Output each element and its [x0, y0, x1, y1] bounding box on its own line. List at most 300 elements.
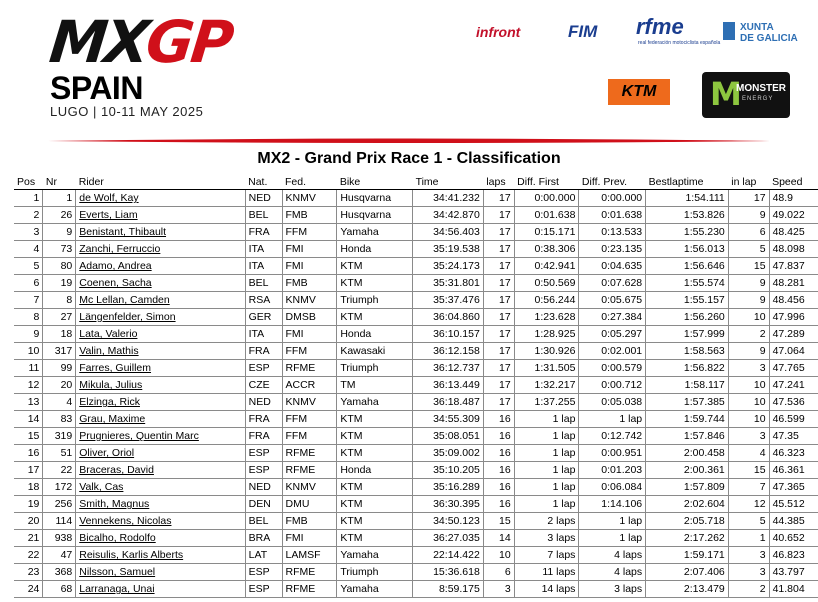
pos-cell: 17	[14, 462, 43, 479]
table-row	[14, 530, 818, 547]
rider-cell[interactable]: Valk, Cas	[76, 479, 245, 496]
in-lap-cell: 3	[728, 564, 769, 581]
diff-prev-cell: 0:00.712	[579, 377, 646, 394]
time-cell: 36:13.449	[413, 377, 484, 394]
in-lap-cell: 6	[728, 224, 769, 241]
nat-cell: DEN	[245, 496, 282, 513]
diff-prev-cell: 0:06.084	[579, 479, 646, 496]
table-row	[14, 377, 818, 394]
laps-cell: 3	[483, 581, 514, 598]
pos-cell: 3	[14, 224, 43, 241]
bike-cell: Honda	[337, 241, 413, 258]
in-lap-cell: 5	[728, 513, 769, 530]
speed-cell: 40.652	[769, 530, 818, 547]
nr-cell: 114	[43, 513, 76, 530]
monster-energy-logo	[702, 72, 790, 118]
laps-cell: 17	[483, 275, 514, 292]
col-bestlaptime-header: Bestlaptime	[646, 174, 729, 190]
bestlaptime-cell: 1:55.230	[646, 224, 729, 241]
in-lap-cell: 9	[728, 207, 769, 224]
bestlaptime-cell: 2:00.361	[646, 462, 729, 479]
bike-cell: KTM	[337, 530, 413, 547]
bike-cell: Triumph	[337, 292, 413, 309]
nat-cell: ESP	[245, 564, 282, 581]
laps-cell: 17	[483, 377, 514, 394]
bestlaptime-cell: 1:57.999	[646, 326, 729, 343]
fed-cell: FMI	[282, 258, 337, 275]
laps-cell: 17	[483, 241, 514, 258]
time-cell: 36:10.157	[413, 326, 484, 343]
rider-cell[interactable]: Oliver, Oriol	[76, 445, 245, 462]
nat-cell: ITA	[245, 258, 282, 275]
bestlaptime-cell: 2:00.458	[646, 445, 729, 462]
laps-cell: 16	[483, 411, 514, 428]
speed-cell: 47.064	[769, 343, 818, 360]
in-lap-cell: 3	[728, 428, 769, 445]
diff-first-cell: 3 laps	[514, 530, 579, 547]
nr-cell: 83	[43, 411, 76, 428]
rider-cell[interactable]: Grau, Maxime	[76, 411, 245, 428]
pos-cell: 5	[14, 258, 43, 275]
diff-prev-cell: 0:02.001	[579, 343, 646, 360]
speed-cell: 47.365	[769, 479, 818, 496]
diff-first-cell: 1:37.255	[514, 394, 579, 411]
rider-cell[interactable]: Valin, Mathis	[76, 343, 245, 360]
table-row	[14, 190, 818, 207]
time-cell: 36:12.737	[413, 360, 484, 377]
time-cell: 35:16.289	[413, 479, 484, 496]
laps-cell: 16	[483, 428, 514, 445]
fed-cell: RFME	[282, 564, 337, 581]
fed-cell: KNMV	[282, 479, 337, 496]
ktm-logo: KTM	[608, 79, 670, 105]
diff-prev-cell: 0:00.951	[579, 445, 646, 462]
bike-cell: TM	[337, 377, 413, 394]
diff-prev-cell: 0:00.579	[579, 360, 646, 377]
bestlaptime-cell: 2:07.406	[646, 564, 729, 581]
pos-cell: 6	[14, 275, 43, 292]
bestlaptime-cell: 1:55.157	[646, 292, 729, 309]
fed-cell: FFM	[282, 224, 337, 241]
speed-cell: 46.599	[769, 411, 818, 428]
in-lap-cell: 7	[728, 479, 769, 496]
diff-prev-cell: 0:27.384	[579, 309, 646, 326]
pos-cell: 23	[14, 564, 43, 581]
bestlaptime-cell: 1:56.822	[646, 360, 729, 377]
in-lap-cell: 2	[728, 581, 769, 598]
pos-cell: 9	[14, 326, 43, 343]
speed-cell: 44.385	[769, 513, 818, 530]
col-laps-header: laps	[483, 174, 514, 190]
nr-cell: 4	[43, 394, 76, 411]
laps-cell: 6	[483, 564, 514, 581]
laps-cell: 17	[483, 224, 514, 241]
in-lap-cell: 12	[728, 496, 769, 513]
diff-first-cell: 11 laps	[514, 564, 579, 581]
nat-cell: BRA	[245, 530, 282, 547]
pos-cell: 11	[14, 360, 43, 377]
mxgp-logo	[46, 8, 234, 76]
time-cell: 8:59.175	[413, 581, 484, 598]
time-cell: 34:50.123	[413, 513, 484, 530]
bike-cell: Husqvarna	[337, 190, 413, 207]
col-time-header: Time	[413, 174, 484, 190]
table-row	[14, 394, 818, 411]
nr-cell: 938	[43, 530, 76, 547]
bestlaptime-cell: 2:05.718	[646, 513, 729, 530]
laps-cell: 15	[483, 513, 514, 530]
in-lap-cell: 5	[728, 241, 769, 258]
table-row	[14, 207, 818, 224]
table-row	[14, 343, 818, 360]
nat-cell: ITA	[245, 241, 282, 258]
nat-cell: NED	[245, 394, 282, 411]
table-row	[14, 411, 818, 428]
table-row	[14, 241, 818, 258]
diff-first-cell: 1 lap	[514, 428, 579, 445]
in-lap-cell: 10	[728, 309, 769, 326]
table-row	[14, 309, 818, 326]
table-row	[14, 513, 818, 530]
table-row	[14, 496, 818, 513]
pos-cell: 19	[14, 496, 43, 513]
bike-cell: Honda	[337, 462, 413, 479]
time-cell: 22:14.422	[413, 547, 484, 564]
col-nr-header: Nr	[43, 174, 76, 190]
fed-cell: FMI	[282, 530, 337, 547]
time-cell: 36:30.395	[413, 496, 484, 513]
xunta-line1: XUNTA	[740, 22, 774, 33]
diff-first-cell: 1:31.505	[514, 360, 579, 377]
rider-cell[interactable]: Prugnieres, Quentin Marc	[76, 428, 245, 445]
pos-cell: 22	[14, 547, 43, 564]
bike-cell: Yamaha	[337, 581, 413, 598]
bestlaptime-cell: 1:56.013	[646, 241, 729, 258]
bestlaptime-cell: 2:17.262	[646, 530, 729, 547]
in-lap-cell: 10	[728, 377, 769, 394]
rider-cell[interactable]: Nilsson, Samuel	[76, 564, 245, 581]
rider-cell[interactable]: de Wolf, Kay	[76, 190, 245, 207]
bike-cell: KTM	[337, 496, 413, 513]
bike-cell: Triumph	[337, 564, 413, 581]
in-lap-cell: 15	[728, 258, 769, 275]
speed-cell: 47.996	[769, 309, 818, 326]
rider-cell[interactable]: Lata, Valerio	[76, 326, 245, 343]
diff-first-cell: 14 laps	[514, 581, 579, 598]
xunta-logo	[740, 22, 798, 44]
col-fed-header: Fed.	[282, 174, 337, 190]
in-lap-cell: 9	[728, 343, 769, 360]
speed-cell: 48.456	[769, 292, 818, 309]
table-row	[14, 479, 818, 496]
bestlaptime-cell: 1:59.744	[646, 411, 729, 428]
table-row	[14, 547, 818, 564]
bike-cell: KTM	[337, 479, 413, 496]
speed-cell: 48.425	[769, 224, 818, 241]
nat-cell: RSA	[245, 292, 282, 309]
rider-cell[interactable]: Elzinga, Rick	[76, 394, 245, 411]
time-cell: 35:19.538	[413, 241, 484, 258]
classification-table	[14, 174, 818, 598]
diff-first-cell: 0:56.244	[514, 292, 579, 309]
rider-cell[interactable]: Adamo, Andrea	[76, 258, 245, 275]
in-lap-cell: 3	[728, 360, 769, 377]
bike-cell: Yamaha	[337, 394, 413, 411]
bike-cell: Triumph	[337, 360, 413, 377]
diff-first-cell: 0:42.941	[514, 258, 579, 275]
nr-cell: 19	[43, 275, 76, 292]
laps-cell: 10	[483, 547, 514, 564]
diff-first-cell: 1:23.628	[514, 309, 579, 326]
monster-claw-icon: M	[710, 75, 742, 113]
speed-cell: 47.837	[769, 258, 818, 275]
time-cell: 36:12.158	[413, 343, 484, 360]
nat-cell: FRA	[245, 224, 282, 241]
diff-first-cell: 2 laps	[514, 513, 579, 530]
in-lap-cell: 10	[728, 411, 769, 428]
nat-cell: ESP	[245, 581, 282, 598]
table-row	[14, 292, 818, 309]
fed-cell: FMI	[282, 241, 337, 258]
nr-cell: 80	[43, 258, 76, 275]
bike-cell: KTM	[337, 428, 413, 445]
rider-cell[interactable]: Längenfelder, Simon	[76, 309, 245, 326]
time-cell: 35:37.476	[413, 292, 484, 309]
fed-cell: FFM	[282, 428, 337, 445]
in-lap-cell: 17	[728, 190, 769, 207]
table-row	[14, 258, 818, 275]
nat-cell: ITA	[245, 326, 282, 343]
bestlaptime-cell: 1:57.385	[646, 394, 729, 411]
in-lap-cell: 10	[728, 394, 769, 411]
rider-cell[interactable]: Vennekens, Nicolas	[76, 513, 245, 530]
fed-cell: KNMV	[282, 394, 337, 411]
diff-first-cell: 0:01.638	[514, 207, 579, 224]
col-pos-header: Pos	[14, 174, 43, 190]
nr-cell: 9	[43, 224, 76, 241]
time-cell: 36:27.035	[413, 530, 484, 547]
diff-prev-cell: 0:00.000	[579, 190, 646, 207]
nr-cell: 368	[43, 564, 76, 581]
rider-cell[interactable]: Mc Lellan, Camden	[76, 292, 245, 309]
speed-cell: 47.241	[769, 377, 818, 394]
pos-cell: 18	[14, 479, 43, 496]
diff-prev-cell: 1:14.106	[579, 496, 646, 513]
diff-first-cell: 1:28.925	[514, 326, 579, 343]
page-header	[0, 0, 818, 140]
rider-cell[interactable]: Farres, Guillem	[76, 360, 245, 377]
nat-cell: BEL	[245, 207, 282, 224]
fed-cell: RFME	[282, 445, 337, 462]
nat-cell: NED	[245, 479, 282, 496]
table-row	[14, 224, 818, 241]
diff-prev-cell: 4 laps	[579, 547, 646, 564]
diff-prev-cell: 0:01.638	[579, 207, 646, 224]
diff-prev-cell: 0:07.628	[579, 275, 646, 292]
rider-cell[interactable]: Zanchi, Ferruccio	[76, 241, 245, 258]
rider-cell[interactable]: Larranaga, Unai	[76, 581, 245, 598]
in-lap-cell: 15	[728, 462, 769, 479]
speed-cell: 43.797	[769, 564, 818, 581]
nat-cell: ESP	[245, 360, 282, 377]
laps-cell: 17	[483, 190, 514, 207]
monster-subtext: ENERGY	[742, 96, 774, 102]
fed-cell: RFME	[282, 360, 337, 377]
nat-cell: BEL	[245, 275, 282, 292]
pos-cell: 24	[14, 581, 43, 598]
fed-cell: RFME	[282, 581, 337, 598]
laps-cell: 16	[483, 462, 514, 479]
bestlaptime-cell: 1:54.111	[646, 190, 729, 207]
nr-cell: 99	[43, 360, 76, 377]
rider-cell[interactable]: Reisulis, Karlis Alberts	[76, 547, 245, 564]
diff-first-cell: 7 laps	[514, 547, 579, 564]
speed-cell: 47.536	[769, 394, 818, 411]
bike-cell: KTM	[337, 411, 413, 428]
time-cell: 36:18.487	[413, 394, 484, 411]
nr-cell: 47	[43, 547, 76, 564]
laps-cell: 17	[483, 258, 514, 275]
diff-prev-cell: 0:05.297	[579, 326, 646, 343]
col-nat-header: Nat.	[245, 174, 282, 190]
pos-cell: 7	[14, 292, 43, 309]
nr-cell: 27	[43, 309, 76, 326]
rider-cell[interactable]: Smith, Magnus	[76, 496, 245, 513]
speed-cell: 49.022	[769, 207, 818, 224]
fed-cell: ACCR	[282, 377, 337, 394]
col-diff-prev-header: Diff. Prev.	[579, 174, 646, 190]
fed-cell: DMSB	[282, 309, 337, 326]
rfme-logo: rfme	[636, 14, 684, 39]
bike-cell: Husqvarna	[337, 207, 413, 224]
laps-cell: 17	[483, 326, 514, 343]
table-row	[14, 428, 818, 445]
nat-cell: LAT	[245, 547, 282, 564]
pos-cell: 13	[14, 394, 43, 411]
table-body	[14, 190, 818, 598]
fed-cell: FMB	[282, 513, 337, 530]
page-title: MX2 - Grand Prix Race 1 - Classification	[257, 150, 561, 167]
time-cell: 35:08.051	[413, 428, 484, 445]
rider-cell[interactable]: Braceras, David	[76, 462, 245, 479]
laps-cell: 14	[483, 530, 514, 547]
nr-cell: 8	[43, 292, 76, 309]
pos-cell: 16	[14, 445, 43, 462]
time-cell: 35:31.801	[413, 275, 484, 292]
laps-cell: 17	[483, 343, 514, 360]
laps-cell: 16	[483, 496, 514, 513]
nr-cell: 20	[43, 377, 76, 394]
in-lap-cell: 4	[728, 445, 769, 462]
time-cell: 15:36.618	[413, 564, 484, 581]
diff-first-cell: 0:00.000	[514, 190, 579, 207]
rider-cell[interactable]: Bicalho, Rodolfo	[76, 530, 245, 547]
rfme-subtitle: real federación motociclista española	[638, 40, 721, 46]
bike-cell: Honda	[337, 326, 413, 343]
pos-cell: 4	[14, 241, 43, 258]
time-cell: 36:04.860	[413, 309, 484, 326]
col-diff-first-header: Diff. First	[514, 174, 579, 190]
bike-cell: KTM	[337, 513, 413, 530]
fed-cell: DMU	[282, 496, 337, 513]
table-row	[14, 326, 818, 343]
header-swoosh-divider	[48, 138, 770, 144]
rider-cell[interactable]: Coenen, Sacha	[76, 275, 245, 292]
pos-cell: 2	[14, 207, 43, 224]
speed-cell: 45.512	[769, 496, 818, 513]
infront-logo: infront	[476, 24, 521, 40]
pos-cell: 20	[14, 513, 43, 530]
laps-cell: 17	[483, 360, 514, 377]
bestlaptime-cell: 1:57.846	[646, 428, 729, 445]
bike-cell: Yamaha	[337, 224, 413, 241]
col-bike-header: Bike	[337, 174, 413, 190]
event-name: SPAIN	[50, 70, 143, 106]
nr-cell: 68	[43, 581, 76, 598]
table-row	[14, 581, 818, 598]
pos-cell: 15	[14, 428, 43, 445]
nr-cell: 51	[43, 445, 76, 462]
bestlaptime-cell: 1:58.563	[646, 343, 729, 360]
diff-first-cell: 1 lap	[514, 445, 579, 462]
table-header-row	[14, 174, 818, 190]
table-row	[14, 462, 818, 479]
in-lap-cell: 1	[728, 530, 769, 547]
nr-cell: 317	[43, 343, 76, 360]
bike-cell: KTM	[337, 309, 413, 326]
diff-first-cell: 1 lap	[514, 496, 579, 513]
rider-cell[interactable]: Benistant, Thibault	[76, 224, 245, 241]
diff-first-cell: 1 lap	[514, 411, 579, 428]
diff-first-cell: 0:50.569	[514, 275, 579, 292]
fed-cell: FFM	[282, 411, 337, 428]
nr-cell: 26	[43, 207, 76, 224]
diff-first-cell: 0:15.171	[514, 224, 579, 241]
diff-prev-cell: 0:23.135	[579, 241, 646, 258]
time-cell: 35:24.173	[413, 258, 484, 275]
nat-cell: FRA	[245, 428, 282, 445]
nat-cell: FRA	[245, 343, 282, 360]
speed-cell: 48.281	[769, 275, 818, 292]
fed-cell: KNMV	[282, 292, 337, 309]
bestlaptime-cell: 1:57.809	[646, 479, 729, 496]
in-lap-cell: 2	[728, 326, 769, 343]
bestlaptime-cell: 1:56.260	[646, 309, 729, 326]
diff-prev-cell: 0:13.533	[579, 224, 646, 241]
speed-cell: 48.098	[769, 241, 818, 258]
time-cell: 35:10.205	[413, 462, 484, 479]
nr-cell: 73	[43, 241, 76, 258]
speed-cell: 47.35	[769, 428, 818, 445]
nat-cell: ESP	[245, 445, 282, 462]
rider-cell[interactable]: Mikula, Julius	[76, 377, 245, 394]
monster-text: MONSTER	[736, 83, 786, 94]
pos-cell: 1	[14, 190, 43, 207]
bike-cell: KTM	[337, 445, 413, 462]
logo-mx-text: MX	[46, 8, 151, 76]
bike-cell: KTM	[337, 275, 413, 292]
laps-cell: 17	[483, 394, 514, 411]
xunta-line2: DE GALICIA	[740, 33, 798, 44]
speed-cell: 46.823	[769, 547, 818, 564]
bestlaptime-cell: 1:56.646	[646, 258, 729, 275]
event-place-date: LUGO | 10-11 MAY 2025	[50, 104, 204, 119]
rider-cell[interactable]: Everts, Liam	[76, 207, 245, 224]
fed-cell: FFM	[282, 343, 337, 360]
bike-cell: Kawasaki	[337, 343, 413, 360]
nat-cell: ESP	[245, 462, 282, 479]
speed-cell: 48.9	[769, 190, 818, 207]
